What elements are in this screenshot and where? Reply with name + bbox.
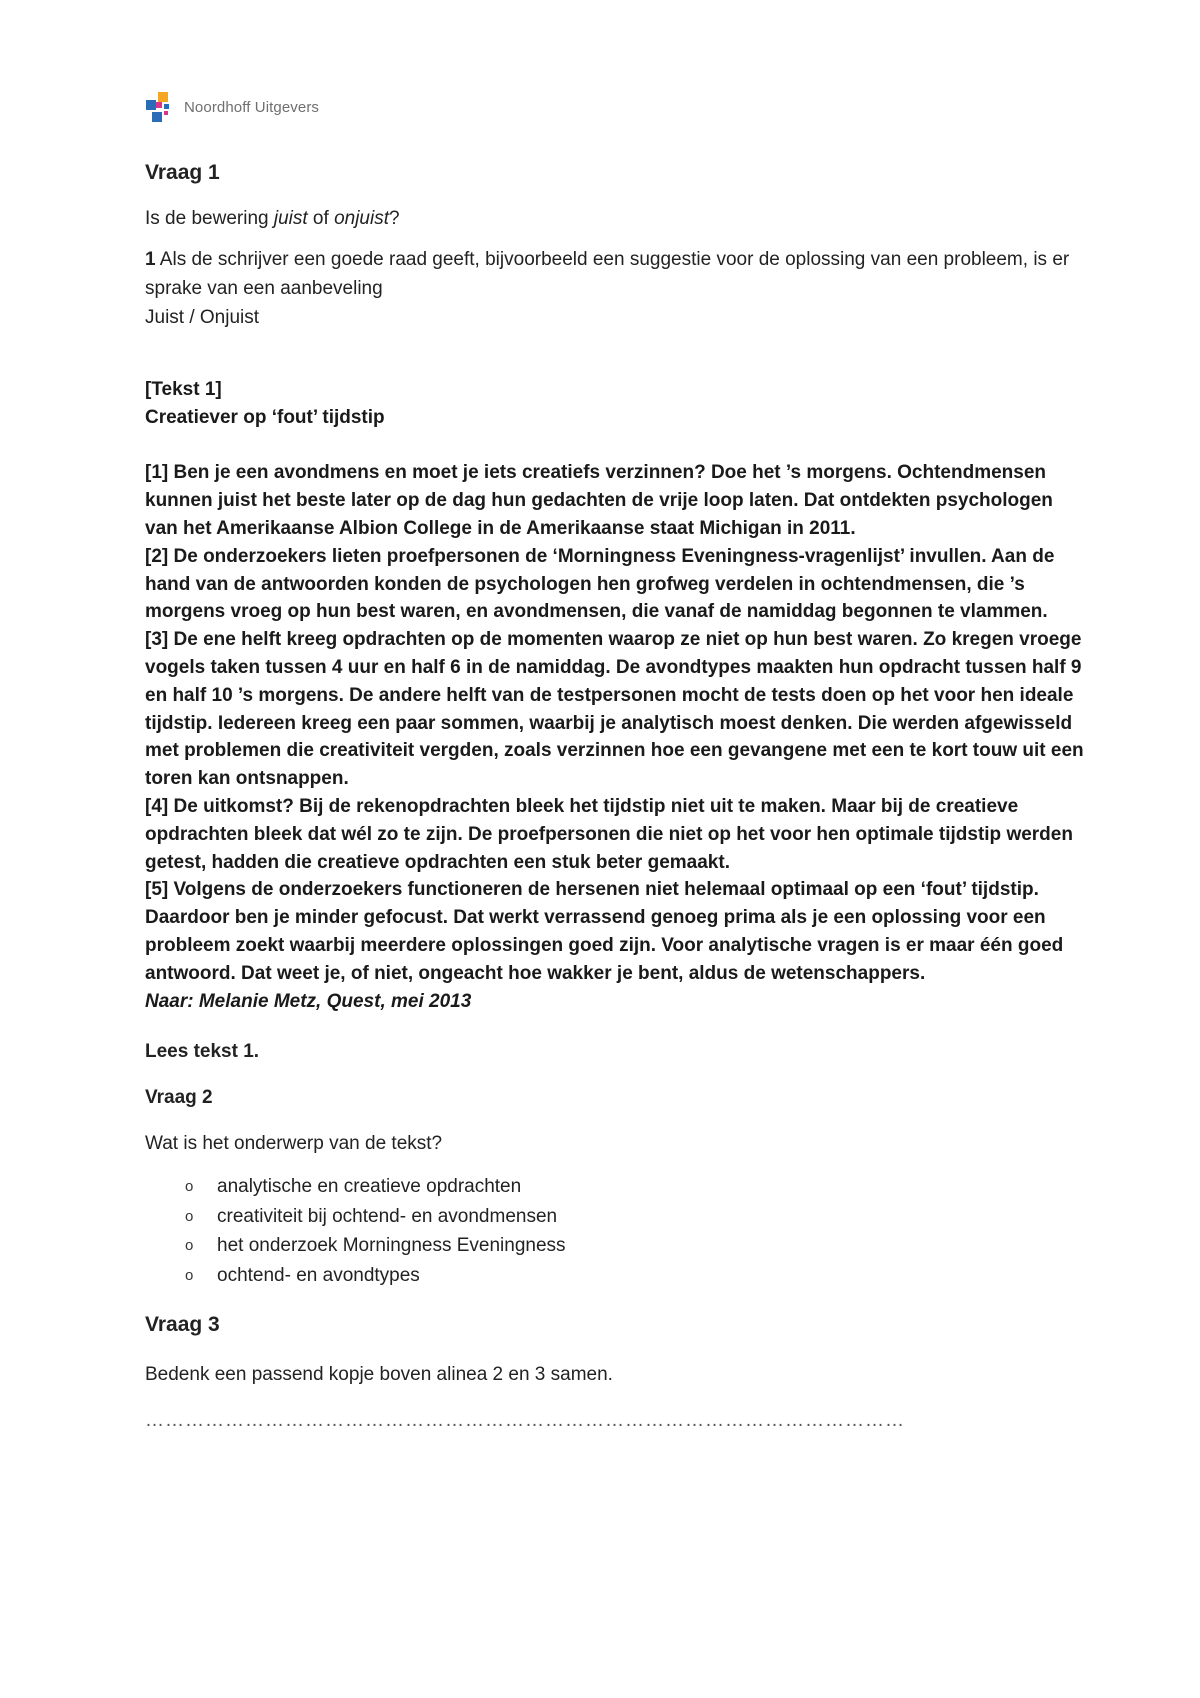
paragraph-1: [1] Ben je een avondmens en moet je iets creatiefs verzinnen? Doe het ’s morgens. Ochtendmensen kunnen juist het beste later op de dag hun gedachten de vrije loop laten. Dat ontdekten psychologen van het Amerikaanse Albion College in de Amerikaanse staat Michigan in 2011. [145, 462, 1053, 539]
option-label: ochtend- en avondtypes [217, 1264, 420, 1286]
radio-bullet-icon[interactable]: o [185, 1237, 194, 1255]
question-2-text: Wat is het onderwerp van de tekst? [145, 1133, 443, 1155]
option-label: het onderzoek Morningness Eveningness [217, 1235, 566, 1257]
publisher-logo [146, 92, 319, 122]
paragraph-3: [3] De ene helft kreeg opdrachten op de momenten waarop ze niet op hun best waren. Zo kregen vroege vogels taken tussen 4 uur en half 6 in de namiddag. De avondtypes maakten hun opdracht tussen half 9 en half 10 ’s morgens. De andere helft van de testpersonen mocht de tests doen op het voor hen ideale tijdstip. Iedereen kreeg een paar sommen, waarbij je analytisch moest denken. Die werden afgewisseld met problemen die creativiteit vergden, zoals verzinnen hoe een gevangene met een te kort touw uit een toren kan ontsnappen. [145, 629, 1084, 790]
option-item[interactable] [145, 1172, 1085, 1201]
option-item[interactable] [145, 1202, 1085, 1231]
question-1-instruction: Is de bewering juist of onjuist? [145, 208, 400, 229]
paragraph-2: [2] De onderzoekers lieten proefpersonen de ‘Morningness Eveningness-vragenlijst’ invullen. Aan de hand van de antwoorden konden de psychologen hen grofweg verdelen in ochtendmensen, die ’s morgens vroeg op hun best waren, en avondmensen, die vanaf de namiddag begonnen te vlammen. [145, 545, 1055, 623]
article-title: Creatiever op ‘fout’ tijdstip [145, 406, 385, 428]
noordhoff-logo-icon [146, 92, 176, 122]
option-item[interactable] [145, 1261, 1085, 1290]
option-item[interactable] [145, 1231, 1085, 1260]
read-instruction: Lees tekst 1. [145, 1041, 260, 1063]
question-1-title: Vraag 1 [145, 161, 220, 184]
text-label: [Tekst 1] [145, 379, 222, 400]
answer-choice[interactable]: Juist / Onjuist [145, 307, 260, 328]
option-label: analytische en creatieve opdrachten [217, 1176, 522, 1198]
worksheet-content [145, 158, 1085, 1435]
statement-number: 1 [145, 249, 156, 270]
text-1-article [145, 376, 1085, 1015]
question-3-instruction: Bedenk een passend kopje boven alinea 2 en 3 samen. [145, 1363, 613, 1385]
question-2-title: Vraag 2 [145, 1087, 213, 1109]
radio-bullet-icon[interactable]: o [185, 1207, 194, 1225]
radio-bullet-icon[interactable]: o [185, 1266, 194, 1284]
question-2-options [145, 1172, 1085, 1290]
paragraph-5: [5] Volgens de onderzoekers functioneren de hersenen niet helemaal optimaal op een ‘fout’ tijdstip. Daardoor ben je minder gefocust. Dat werkt verrassend genoeg prima als je een oplossing voor een probleem zoekt waarbij meerdere oplossingen goed zijn. Voor analytische vragen is er maar één goed antwoord. Dat weet je, of niet, ongeacht hoe wakker je bent, aldus de wetenschappers. [145, 879, 1064, 984]
question-3-title: Vraag 3 [145, 1312, 220, 1336]
article-source: Naar: Melanie Metz, Quest, mei 2013 [145, 990, 472, 1012]
radio-bullet-icon[interactable]: o [185, 1178, 194, 1196]
answer-line[interactable]: …………………………………………………………………………………………………… [145, 1409, 905, 1431]
publisher-name: Noordhoff Uitgevers [184, 98, 320, 116]
paragraph-4: [4] De uitkomst? Bij de rekenopdrachten bleek het tijdstip niet uit te maken. Maar bij de creatieve opdrachten bleek dat wél zo te zijn. De proefpersonen die niet op het voor hen optimale tijdstip werden getest, hadden die creatieve opdrachten een stuk beter gemaakt. [145, 795, 1073, 873]
option-label: creativiteit bij ochtend- en avondmensen [217, 1205, 558, 1227]
question-1-statement: 1 Als de schrijver een goede raad geeft, bijvoorbeeld een suggestie voor de oplossing van een probleem, is er sprake van een aanbeveling Juist / Onjuist [145, 249, 1070, 328]
